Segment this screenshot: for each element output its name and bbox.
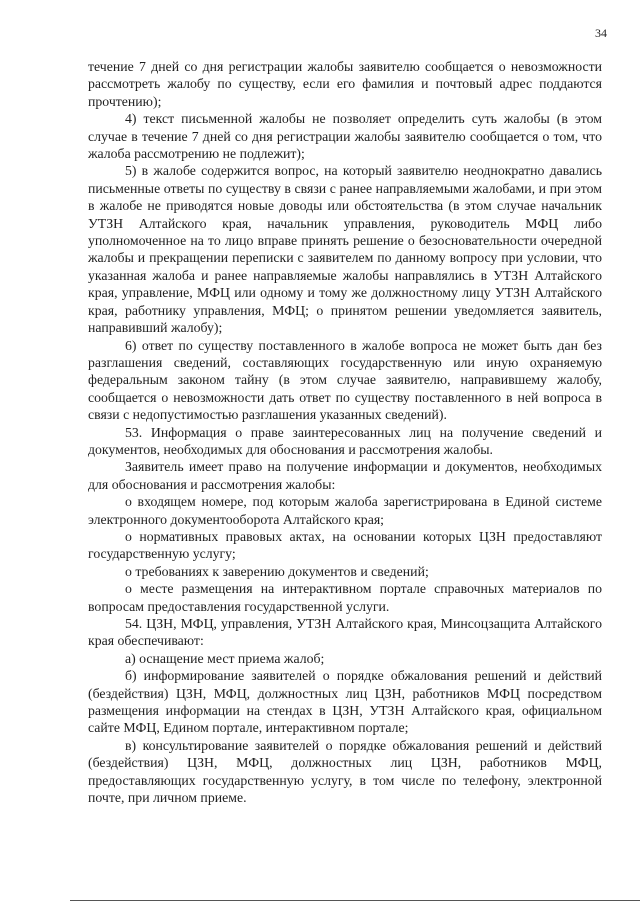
paragraph: о требованиях к заверению документов и сведений;	[125, 563, 429, 579]
bottom-rule	[70, 900, 640, 901]
paragraph: Заявитель имеет право на получение информации и документов, необходимых для обоснования и рассмотрения жалобы:	[88, 459, 602, 492]
paragraph: б) информирование заявителей о порядке обжалования решений и действий (бездействия) ЦЗН, МФЦ, должностных лиц ЦЗН, работников МФЦ посредством размещения информации на стендах в ЦЗН, УТЗН Алтайского края, официальном сайте МФЦ, Едином портале, интерактивном портале;	[88, 668, 602, 736]
paragraph: течение 7 дней со дня регистрации жалобы заявителю сообщается о невозможности рассмотреть жалобу по существу, если его фамилия и почтовый адрес поддаются прочтению);	[88, 59, 602, 109]
paragraph: о месте размещения на интерактивном портале справочных материалов по вопросам предоставления государственной услуги.	[88, 581, 602, 614]
paragraph: 4) текст письменной жалобы не позволяет определить суть жалобы (в этом случае в течение 7 дней со дня регистрации жалобы заявителю сообщается о том, что жалоба рассмотрению не подлежит);	[88, 111, 602, 162]
document-body	[88, 58, 602, 806]
paragraph: в) консультирование заявителей о порядке обжалования решений и действий (бездействия) ЦЗН, МФЦ, должностных лиц ЦЗН, работников МФЦ, предоставляющих государственную услугу, в том числе по телефону, электронной почте, при личном приеме.	[88, 737, 602, 806]
paragraph: а) оснащение мест приема жалоб;	[125, 650, 325, 666]
paragraph: о входящем номере, под которым жалоба зарегистрирована в Единой системе электронного документооборота Алтайского края;	[88, 494, 602, 527]
paragraph: 54. ЦЗН, МФЦ, управления, УТЗН Алтайского края, Минсоцзащита Алтайского края обеспечивают:	[88, 616, 602, 649]
paragraph: 6) ответ по существу поставленного в жалобе вопроса не может быть дан без разглашения сведений, составляющих государственную или иную охраняемую федеральным законом тайну (в этом случае заявителю, направившему жалобу, сообщается о невозможности дать ответ по существу поставленного в ней вопроса в связи с недопустимостью разглашения указанных сведений).	[88, 337, 602, 423]
page-number: 34	[595, 26, 607, 40]
paragraph: 5) в жалобе содержится вопрос, на который заявителю неоднократно давались письменные ответы по существу в связи с ранее направляемыми жалобами, и при этом в жалобе не приводятся новые доводы или обстоятельства (в этом случае начальник УТЗН Алтайского края, начальник управления, руководитель МФЦ либо уполномоченное на то лицо вправе принять решение о безосновательности очередной жалобы и прекращении переписки с заявителем по данному вопросу при условии, что указанная жалоба и ранее направляемые жалобы направлялись в УТЗН Алтайского края, управление, МФЦ или одному и тому же должностному лицу УТЗН Алтайского края, работнику управления, МФЦ; о принятом решении уведомляется заявитель, направивший жалобу);	[88, 163, 602, 336]
paragraph: о нормативных правовых актах, на основании которых ЦЗН предоставляют государственную услугу;	[88, 528, 602, 562]
paragraph: 53. Информация о праве заинтересованных лиц на получение сведений и документов, необходимых для обоснования и рассмотрения жалобы.	[88, 424, 602, 457]
